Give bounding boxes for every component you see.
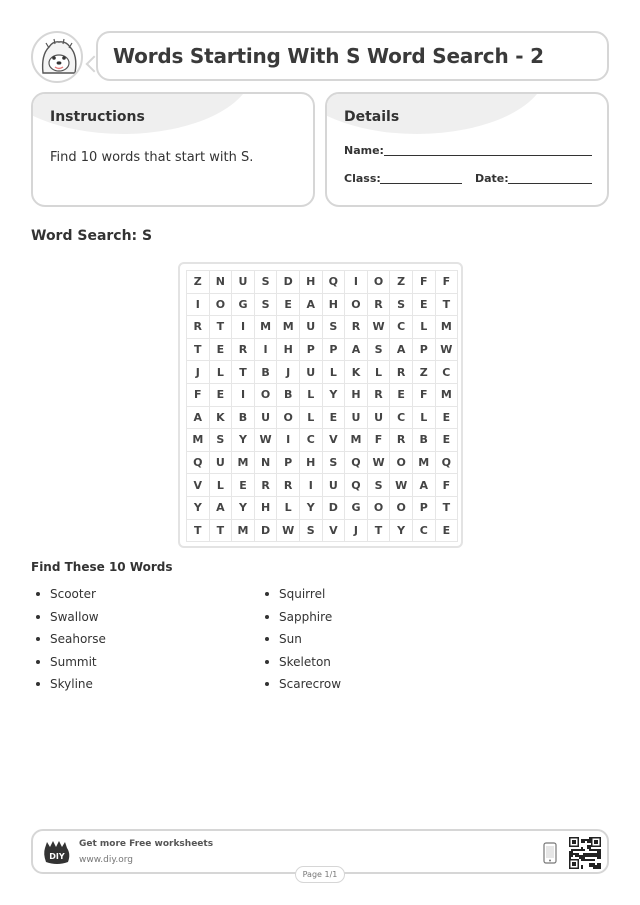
grid-cell[interactable]: H	[277, 339, 300, 362]
word-item: Squirrel	[265, 583, 341, 606]
grid-cell[interactable]: T	[368, 520, 391, 543]
grid-cell[interactable]: M	[232, 452, 255, 475]
grid-cell[interactable]: L	[210, 361, 233, 384]
grid-cell[interactable]: S	[368, 474, 391, 497]
grid-cell[interactable]: V	[323, 429, 346, 452]
grid-cell[interactable]: O	[390, 497, 413, 520]
grid-cell[interactable]: I	[300, 474, 323, 497]
grid-cell[interactable]: T	[436, 497, 459, 520]
grid-cell[interactable]: G	[345, 497, 368, 520]
grid-cell[interactable]: W	[436, 339, 459, 362]
grid-cell[interactable]: I	[345, 271, 368, 294]
grid-cell[interactable]: Y	[187, 497, 210, 520]
grid-cell[interactable]: R	[187, 316, 210, 339]
grid-cell[interactable]: B	[255, 361, 278, 384]
grid-cell[interactable]: C	[436, 361, 459, 384]
grid-cell[interactable]: C	[390, 316, 413, 339]
grid-cell[interactable]: R	[368, 294, 391, 317]
instructions-heading: Instructions	[50, 109, 145, 125]
grid-cell[interactable]: F	[413, 384, 436, 407]
grid-cell[interactable]: F	[187, 384, 210, 407]
mascot-icon	[31, 31, 83, 83]
footer-url-link[interactable]: www.diy.org	[79, 855, 133, 865]
grid-cell[interactable]: R	[255, 474, 278, 497]
grid-cell[interactable]: E	[436, 429, 459, 452]
grid-cell[interactable]: R	[277, 474, 300, 497]
grid-cell[interactable]: B	[232, 407, 255, 430]
grid-cell[interactable]: Q	[436, 452, 459, 475]
grid-cell[interactable]: O	[277, 407, 300, 430]
page-number: Page 1/1	[295, 866, 345, 883]
grid-cell[interactable]: L	[323, 361, 346, 384]
footer-promo-text: Get more Free worksheets	[79, 839, 214, 849]
grid-cell[interactable]: M	[277, 316, 300, 339]
grid-cell[interactable]: N	[255, 452, 278, 475]
name-label: Name:	[344, 144, 384, 157]
grid-cell[interactable]: R	[390, 361, 413, 384]
grid-cell[interactable]: R	[232, 339, 255, 362]
grid-cell[interactable]: Q	[187, 452, 210, 475]
grid-cell[interactable]: K	[210, 407, 233, 430]
grid-cell[interactable]: A	[210, 497, 233, 520]
grid-cell[interactable]: S	[210, 429, 233, 452]
word-item: Sapphire	[265, 606, 341, 629]
grid-cell[interactable]: A	[413, 474, 436, 497]
instructions-text: Find 10 words that start with S.	[50, 150, 254, 165]
grid-cell[interactable]: L	[368, 361, 391, 384]
word-item: Summit	[36, 651, 106, 674]
grid-cell[interactable]: W	[368, 316, 391, 339]
word-list-heading: Find These 10 Words	[31, 560, 173, 574]
details-heading: Details	[344, 109, 400, 125]
grid-cell[interactable]: E	[210, 339, 233, 362]
grid-cell[interactable]: H	[345, 384, 368, 407]
grid-cell[interactable]: R	[390, 429, 413, 452]
grid-cell[interactable]: S	[390, 294, 413, 317]
grid-cell[interactable]: Z	[413, 361, 436, 384]
grid-cell[interactable]: F	[413, 271, 436, 294]
grid-cell[interactable]: U	[232, 271, 255, 294]
grid-cell[interactable]: S	[255, 294, 278, 317]
grid-cell[interactable]: S	[323, 316, 346, 339]
grid-cell[interactable]: B	[277, 384, 300, 407]
grid-cell[interactable]: M	[413, 452, 436, 475]
grid-cell[interactable]: A	[345, 339, 368, 362]
grid-cell[interactable]: T	[436, 294, 459, 317]
grid-cell[interactable]: Q	[345, 452, 368, 475]
word-list-column-a	[36, 583, 106, 696]
grid-cell[interactable]: L	[413, 407, 436, 430]
grid-cell[interactable]: U	[255, 407, 278, 430]
grid-cell[interactable]: Y	[323, 384, 346, 407]
word-item: Swallow	[36, 606, 106, 629]
grid-cell[interactable]: L	[277, 497, 300, 520]
grid-cell[interactable]: M	[436, 384, 459, 407]
grid-cell[interactable]: Z	[187, 271, 210, 294]
grid-cell[interactable]: P	[300, 339, 323, 362]
grid-cell[interactable]: U	[210, 452, 233, 475]
grid-cell[interactable]: O	[368, 497, 391, 520]
grid-cell[interactable]: U	[323, 474, 346, 497]
grid-cell[interactable]: E	[436, 520, 459, 543]
grid-cell[interactable]: O	[255, 384, 278, 407]
word-item: Skeleton	[265, 651, 341, 674]
diy-logo-icon[interactable]	[42, 840, 72, 866]
date-label: Date:	[475, 172, 509, 185]
grid-cell[interactable]: E	[436, 407, 459, 430]
grid-cell[interactable]: F	[436, 474, 459, 497]
grid-cell[interactable]: H	[255, 497, 278, 520]
grid-cell[interactable]: B	[413, 429, 436, 452]
grid-cell[interactable]: M	[345, 429, 368, 452]
grid-cell[interactable]: P	[323, 339, 346, 362]
grid-cell[interactable]: T	[210, 316, 233, 339]
grid-cell[interactable]: T	[210, 520, 233, 543]
grid-cell[interactable]: U	[345, 407, 368, 430]
grid-cell[interactable]: A	[300, 294, 323, 317]
grid-cell[interactable]: A	[390, 339, 413, 362]
grid-cell[interactable]: S	[300, 520, 323, 543]
grid-cell[interactable]: C	[413, 520, 436, 543]
svg-text:DIY: DIY	[49, 852, 65, 861]
grid-cell[interactable]: C	[300, 429, 323, 452]
grid-cell[interactable]: U	[300, 316, 323, 339]
grid-cell[interactable]: P	[413, 339, 436, 362]
grid-cell[interactable]: Z	[390, 271, 413, 294]
grid-cell[interactable]: W	[390, 474, 413, 497]
word-item: Sun	[265, 628, 341, 651]
grid-cell[interactable]: H	[323, 294, 346, 317]
grid-cell[interactable]: Q	[323, 271, 346, 294]
grid-cell[interactable]: M	[232, 520, 255, 543]
grid-cell[interactable]: E	[210, 384, 233, 407]
grid-cell[interactable]: E	[413, 294, 436, 317]
grid-cell[interactable]: T	[232, 361, 255, 384]
grid-cell[interactable]: J	[277, 361, 300, 384]
grid-cell[interactable]: O	[345, 294, 368, 317]
grid-cell[interactable]: T	[187, 520, 210, 543]
grid-cell[interactable]: P	[413, 497, 436, 520]
grid-cell[interactable]: I	[255, 339, 278, 362]
grid-cell[interactable]: O	[368, 271, 391, 294]
grid-cell[interactable]: H	[300, 271, 323, 294]
grid-cell[interactable]: F	[368, 429, 391, 452]
grid-cell[interactable]: E	[232, 474, 255, 497]
grid-cell[interactable]: S	[368, 339, 391, 362]
word-item: Scooter	[36, 583, 106, 606]
grid-cell[interactable]: E	[323, 407, 346, 430]
grid-cell[interactable]: L	[300, 407, 323, 430]
grid-cell[interactable]: I	[187, 294, 210, 317]
grid-cell[interactable]: Y	[300, 497, 323, 520]
grid-cell[interactable]: M	[255, 316, 278, 339]
grid-cell[interactable]: M	[436, 316, 459, 339]
grid-cell[interactable]: R	[368, 384, 391, 407]
grid-cell[interactable]: R	[345, 316, 368, 339]
grid-cell[interactable]: Y	[232, 429, 255, 452]
class-label: Class:	[344, 172, 381, 185]
grid-cell[interactable]: J	[345, 520, 368, 543]
grid-cell[interactable]: H	[300, 452, 323, 475]
grid-cell[interactable]: J	[187, 361, 210, 384]
grid-cell[interactable]: W	[368, 452, 391, 475]
instructions-card	[31, 92, 315, 207]
grid-cell[interactable]: W	[255, 429, 278, 452]
grid-cell[interactable]: P	[277, 452, 300, 475]
grid-cell[interactable]: U	[368, 407, 391, 430]
grid-cell[interactable]: I	[232, 316, 255, 339]
grid-cell[interactable]: A	[187, 407, 210, 430]
date-field-line[interactable]	[508, 183, 592, 184]
grid-cell[interactable]: S	[255, 271, 278, 294]
title-box	[96, 31, 609, 81]
grid-cell[interactable]: I	[232, 384, 255, 407]
word-search-box	[178, 262, 463, 548]
details-card	[325, 92, 609, 207]
qr-code-icon[interactable]	[569, 837, 601, 869]
grid-cell[interactable]: Q	[345, 474, 368, 497]
word-item: Scarecrow	[265, 673, 341, 696]
grid-cell[interactable]: O	[210, 294, 233, 317]
grid-cell[interactable]: G	[232, 294, 255, 317]
word-item: Skyline	[36, 673, 106, 696]
grid-cell[interactable]: C	[390, 407, 413, 430]
word-item: Seahorse	[36, 628, 106, 651]
grid-cell[interactable]: W	[277, 520, 300, 543]
grid-cell[interactable]: Y	[390, 520, 413, 543]
grid-cell[interactable]: E	[277, 294, 300, 317]
grid-cell[interactable]: E	[390, 384, 413, 407]
grid-cell[interactable]: L	[413, 316, 436, 339]
grid-cell[interactable]: D	[277, 271, 300, 294]
grid-cell[interactable]: I	[277, 429, 300, 452]
grid-cell[interactable]: V	[323, 520, 346, 543]
class-field-line[interactable]	[380, 183, 462, 184]
grid-cell[interactable]: F	[436, 271, 459, 294]
page-title: Words Starting With S Word Search - 2	[113, 44, 544, 68]
grid-cell[interactable]: D	[323, 497, 346, 520]
grid-cell[interactable]: T	[187, 339, 210, 362]
grid-cell[interactable]: M	[187, 429, 210, 452]
grid-cell[interactable]: O	[390, 452, 413, 475]
grid-cell[interactable]: L	[210, 474, 233, 497]
grid-cell[interactable]: N	[210, 271, 233, 294]
name-field-line[interactable]	[384, 155, 592, 156]
grid-cell[interactable]: S	[323, 452, 346, 475]
grid-cell[interactable]: Y	[232, 497, 255, 520]
grid-cell[interactable]: L	[300, 384, 323, 407]
word-list-column-b	[265, 583, 341, 696]
grid-cell[interactable]: U	[300, 361, 323, 384]
letter-grid	[186, 270, 458, 542]
grid-cell[interactable]: V	[187, 474, 210, 497]
phone-icon	[543, 842, 557, 864]
grid-cell[interactable]: D	[255, 520, 278, 543]
puzzle-heading: Word Search: S	[31, 228, 153, 244]
grid-cell[interactable]: K	[345, 361, 368, 384]
